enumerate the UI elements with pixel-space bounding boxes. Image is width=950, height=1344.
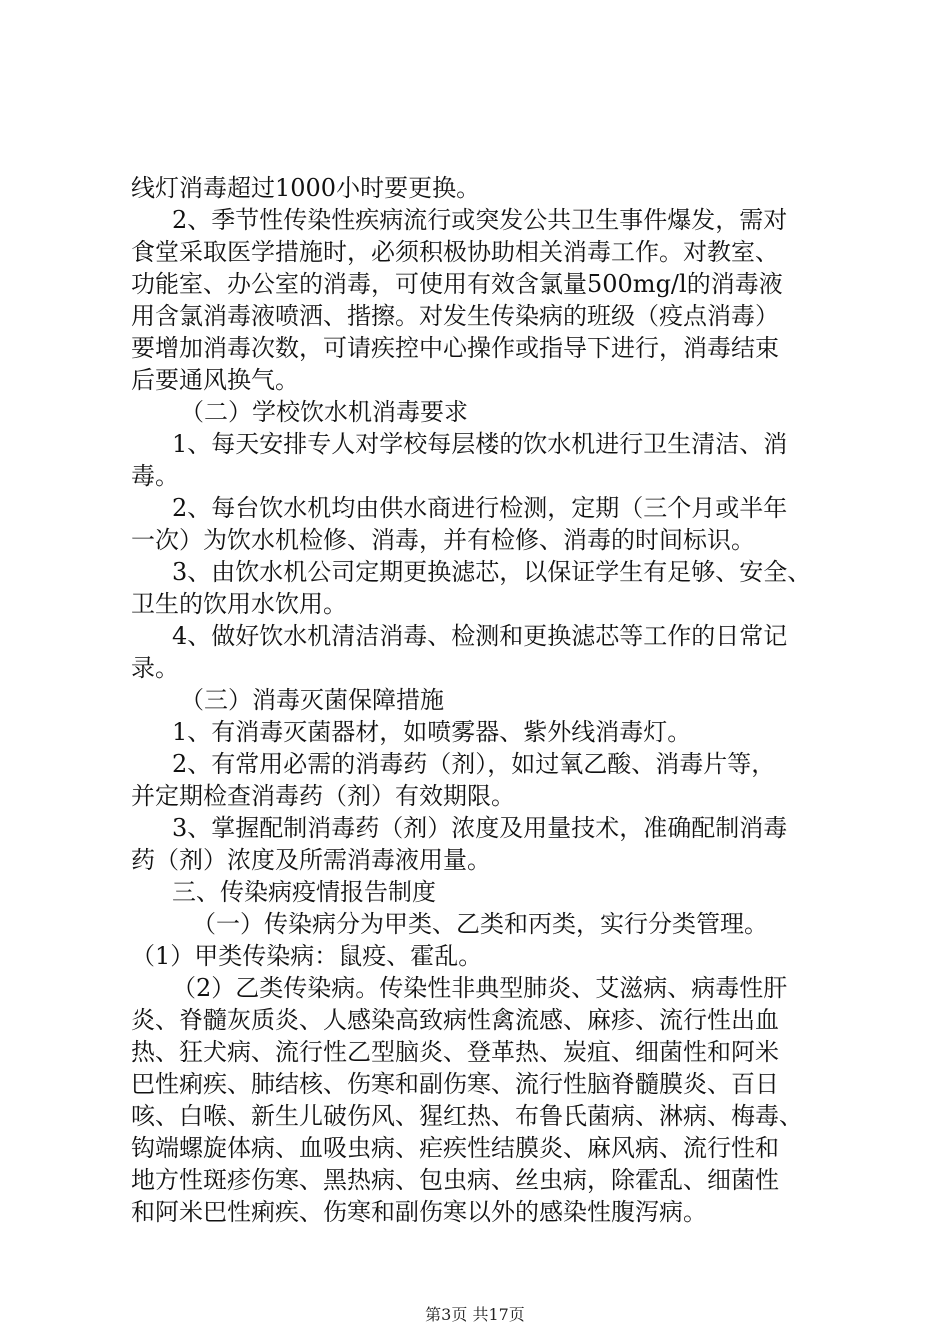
body-text-line xyxy=(0,1100,950,1132)
section-heading xyxy=(0,396,950,428)
text: 功能室、办公室的消毒，可使用有效含氯量500mg/l的消毒液 xyxy=(131,270,783,298)
body-text-line xyxy=(0,300,950,332)
text: （1）甲类传染病：鼠疫、霍乱。 xyxy=(131,942,483,970)
text: 录。 xyxy=(131,654,179,682)
section-heading xyxy=(0,684,950,716)
body-text-line xyxy=(0,748,950,780)
text: 毒。 xyxy=(131,462,179,490)
text: 线灯消毒超过1000小时要更换。 xyxy=(131,174,481,202)
page-footer: 第3页 共17页 xyxy=(425,1305,525,1324)
text: 钩端螺旋体病、血吸虫病、疟疾性结膜炎、麻风病、流行性和 xyxy=(131,1134,779,1162)
body-text-line xyxy=(0,172,950,204)
body-text-line xyxy=(0,556,950,588)
body-text-line xyxy=(0,940,950,972)
body-text-line xyxy=(0,204,950,236)
text: 2、季节性传染性疾病流行或突发公共卫生事件爆发，需对 xyxy=(172,206,788,234)
body-text-line xyxy=(0,1132,950,1164)
body-text-line xyxy=(0,812,950,844)
text: 后要通风换气。 xyxy=(131,366,299,394)
text: 1、每天安排专人对学校每层楼的饮水机进行卫生清洁、消 xyxy=(172,430,788,458)
body-text-line xyxy=(0,524,950,556)
text: （三）消毒灭菌保障措施 xyxy=(180,686,444,714)
body-text-line xyxy=(0,620,950,652)
text: （一）传染病分为甲类、乙类和丙类，实行分类管理。 xyxy=(192,910,768,938)
body-text-line xyxy=(0,1036,950,1068)
text: 3、由饮水机公司定期更换滤芯，以保证学生有足够、安全、 xyxy=(172,558,812,586)
section-heading xyxy=(0,908,950,940)
section-heading xyxy=(0,876,950,908)
text: 3、掌握配制消毒药（剂）浓度及用量技术，准确配制消毒 xyxy=(172,814,788,842)
text: 一次）为饮水机检修、消毒，并有检修、消毒的时间标识。 xyxy=(131,526,755,554)
body-text-line xyxy=(0,1164,950,1196)
body-text-line xyxy=(0,460,950,492)
text: 卫生的饮用水饮用。 xyxy=(131,590,347,618)
text: 2、有常用必需的消毒药（剂），如过氧乙酸、消毒片等， xyxy=(172,750,776,778)
text: 4、做好饮水机清洁消毒、检测和更换滤芯等工作的日常记 xyxy=(172,622,788,650)
body-text-line xyxy=(0,492,950,524)
text: 咳、白喉、新生儿破伤风、猩红热、布鲁氏菌病、淋病、梅毒、 xyxy=(131,1102,803,1130)
text: 食堂采取医学措施时，必须积极协助相关消毒工作。对教室、 xyxy=(131,238,779,266)
text: 用含氯消毒液喷洒、揩擦。对发生传染病的班级（疫点消毒） xyxy=(131,302,779,330)
body-text-line xyxy=(0,268,950,300)
text: （2）乙类传染病。传染性非典型肺炎、艾滋病、病毒性肝 xyxy=(172,974,788,1002)
body-text-line xyxy=(0,972,950,1004)
text: 三、传染病疫情报告制度 xyxy=(172,878,436,906)
text: 和阿米巴性痢疾、伤寒和副伤寒以外的感染性腹泻病。 xyxy=(131,1198,707,1226)
body-text-line xyxy=(0,716,950,748)
text: 热、狂犬病、流行性乙型脑炎、登革热、炭疽、细菌性和阿米 xyxy=(131,1038,779,1066)
body-text-line xyxy=(0,652,950,684)
text: 炎、脊髓灰质炎、人感染高致病性禽流感、麻疹、流行性出血 xyxy=(131,1006,779,1034)
text: 并定期检查消毒药（剂）有效期限。 xyxy=(131,782,515,810)
text: （二）学校饮水机消毒要求 xyxy=(180,398,468,426)
text: 1、有消毒灭菌器材，如喷雾器、紫外线消毒灯。 xyxy=(172,718,692,746)
body-text-line xyxy=(0,588,950,620)
body-text-line xyxy=(0,236,950,268)
body-text-line xyxy=(0,1004,950,1036)
text: 地方性斑疹伤寒、黑热病、包虫病、丝虫病，除霍乱、细菌性 xyxy=(131,1166,779,1194)
body-text-line xyxy=(0,1068,950,1100)
body-text-line xyxy=(0,428,950,460)
body-text-line xyxy=(0,844,950,876)
text: 药（剂）浓度及所需消毒液用量。 xyxy=(131,846,491,874)
text: 巴性痢疾、肺结核、伤寒和副伤寒、流行性脑脊髓膜炎、百日 xyxy=(131,1070,779,1098)
body-text-line xyxy=(0,780,950,812)
text: 2、每台饮水机均由供水商进行检测，定期（三个月或半年 xyxy=(172,494,788,522)
body-text-line xyxy=(0,332,950,364)
text: 要增加消毒次数，可请疾控中心操作或指导下进行，消毒结束 xyxy=(131,334,779,362)
body-text-line xyxy=(0,1196,950,1228)
body-text-line xyxy=(0,364,950,396)
